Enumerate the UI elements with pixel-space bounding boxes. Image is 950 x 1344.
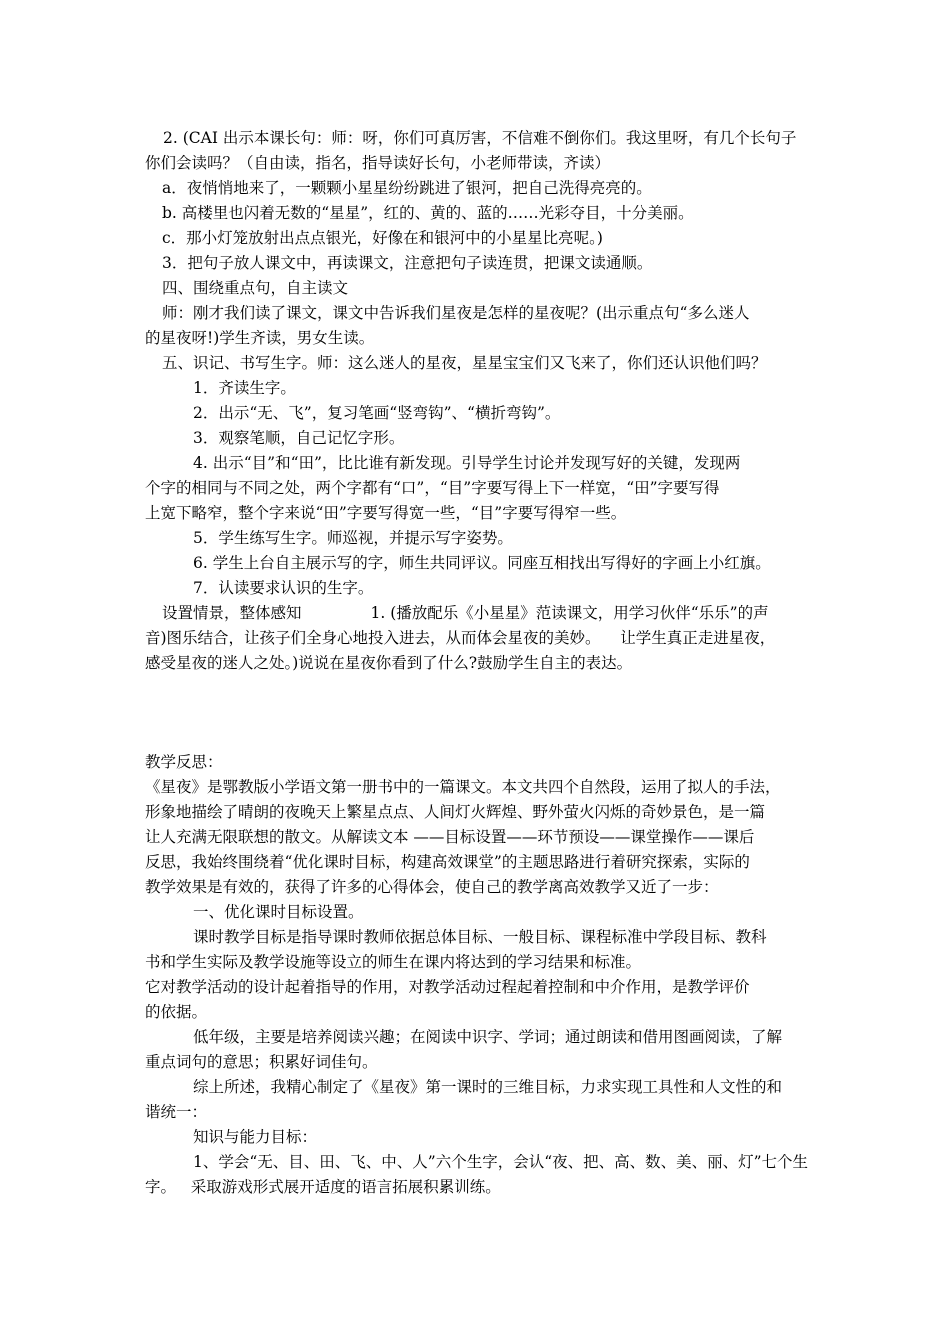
text-line: 《星夜》是鄂教版小学语文第一册书中的一篇课文。本文共四个自然段，运用了拟人的手法，	[145, 778, 781, 796]
text-line: 谐统一：	[145, 1103, 208, 1121]
text-line: 1、学会“无、目、田、飞、中、人”六个生字，会认“夜、把、高、数、美、丽、灯”七个生	[193, 1153, 809, 1171]
section-heading: 教学反思：	[145, 753, 223, 771]
text-line: 个字的相同与不同之处，两个字都有“口”，“目”字要写得上下一样宽，“田”字要写得	[145, 479, 720, 497]
text-line: 教学效果是有效的，获得了许多的心得体会，使自己的教学离高效教学又近了一步：	[145, 878, 719, 896]
list-item: 4. 出示“目”和“田”，比比谁有新发现。引导学生讨论并发现写好的关键，发现两	[193, 454, 741, 472]
list-item: 5．学生练写生字。师巡视，并提示写字姿势。	[193, 529, 513, 547]
text-line: 反思，我始终围绕着“优化课时目标，构建高效课堂”的主题思路进行着研究探索，实际的	[145, 853, 750, 871]
text-line: 音)图乐结合，让孩子们全身心地投入进去，从而体会星夜的美妙。 让学生真正走进星夜，	[145, 629, 776, 647]
text-line: 重点词句的意思；积累好词佳句。	[145, 1053, 378, 1071]
list-item: 6. 学生上台自主展示写的字，师生共同评议。同座互相找出写得好的字画上小红旗。	[193, 554, 771, 572]
text-line: 你们会读吗？（自由读，指名，指导读好长句，小老师带读，齐读）	[145, 154, 611, 172]
text-line: 的星夜呀!)学生齐读，男女生读。	[145, 329, 375, 347]
text-line: 形象地描绘了晴朗的夜晚天上繁星点点、人间灯火辉煌、野外萤火闪烁的奇妙景色，是一篇	[145, 803, 766, 821]
text-line: c．那小灯笼放射出点点银光，好像在和银河中的小星星比亮呢。)	[162, 229, 603, 247]
text-line: 上宽下略窄，整个字来说“田”字要写得宽一些，“目”字要写得窄一些。	[145, 504, 627, 522]
text-line: 2. (CAI 出示本课长句：师：呀，你们可真厉害，不信难不倒你们。我这里呀，有几个长句子	[163, 129, 797, 147]
section-heading: 一、优化课时目标设置。	[193, 903, 364, 921]
text-line: 它对教学活动的设计起着指导的作用，对教学活动过程起着控制和中介作用，是教学评价	[145, 978, 750, 996]
text-line: 书和学生实际及教学设施等设立的师生在课内将达到的学习结果和标准。	[145, 953, 642, 971]
text-line: 让人充满无限联想的散文。从解读文本 ——目标设置——环节预设——课堂操作——课后	[145, 828, 755, 846]
text-line: 字。 采取游戏形式展开适度的语言拓展积累训练。	[145, 1178, 501, 1196]
list-item: 3．观察笔顺，自己记忆字形。	[193, 429, 405, 447]
section-heading: 知识与能力目标：	[193, 1128, 318, 1146]
list-item: 2．出示“无、飞”，复习笔画“竖弯钩”、“横折弯钩”。	[193, 404, 561, 422]
text-line: 综上所述，我精心制定了《星夜》第一课时的三维目标，力求实现工具性和人文性的和	[193, 1078, 783, 1096]
section-heading: 五、识记、书写生字。师：这么迷人的星夜，星星宝宝们又飞来了，你们还认识他们吗？	[162, 354, 767, 372]
text-line: 师：刚才我们读了课文，课文中告诉我们星夜是怎样的星夜呢？(出示重点句“多么迷人	[162, 304, 750, 322]
text-line: 感受星夜的迷人之处。)说说在星夜你看到了什么?鼓励学生自主的表达。	[145, 654, 633, 672]
text-line: 的依据。	[145, 1003, 208, 1021]
text-line: 低年级，主要是培养阅读兴趣；在阅读中识字、学词；通过朗读和借用图画阅读，了解	[193, 1028, 783, 1046]
text-line: a．夜悄悄地来了，一颗颗小星星纷纷跳进了银河，把自己洗得亮亮的。	[162, 179, 652, 197]
list-item: 7．认读要求认识的生字。	[193, 579, 374, 597]
text-line: 课时教学目标是指导课时教师依据总体目标、一般目标、课程标准中学段目标、教科	[193, 928, 767, 946]
text-line: b. 高楼里也闪着无数的“星星”，红的、黄的、蓝的……光彩夺目，十分美丽。	[162, 204, 694, 222]
section-heading: 四、围绕重点句，自主读文	[162, 279, 349, 297]
list-item: 1．齐读生字。	[193, 379, 296, 397]
text-line: 设置情景，整体感知 1. (播放配乐《小星星》范读课文，用学习伙伴“乐乐”的声	[162, 604, 769, 622]
text-line: 3．把句子放人课文中，再读课文，注意把句子读连贯，把课文读通顺。	[162, 254, 653, 272]
